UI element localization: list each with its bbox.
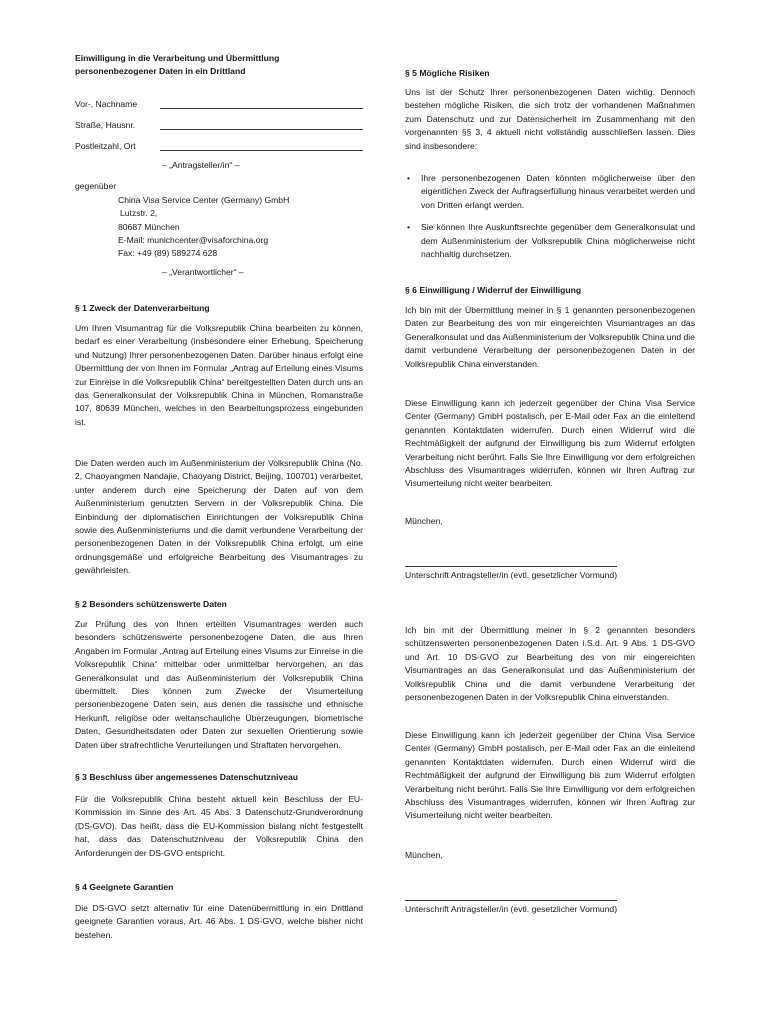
signature-line-2[interactable] [405,900,617,901]
city-field[interactable] [75,141,363,153]
consent-paragraph-1: Ich bin mit der Übermittlung meiner in § 1 genannten personenbezogenen Daten zur Bearbeitung des von mir eingereichten Visumantrages an das Generalkonsulat und das Außenministerium der Volksrepublik China und die damit verbundene Verarbeitung der personenbezogenen Daten in der Volksrepublik China einverstanden. [405,305,695,369]
section-5-paragraph: Uns ist der Schutz Ihrer personenbezogenen Daten wichtig. Dennoch bestehen mögliche Risiken, die sich trotz der vorhandenen Maßnahmen zum Datenschutz und zur Datensicherheit im Zusammenhang mit den vorgenannten §§ 3, 4 aktuell nicht vollständig ausschließen lassen. Dies sind insbesondere: [405,87,695,151]
signature-line-1[interactable] [405,566,617,567]
section-3-paragraph: Für die Volksrepublik China besteht aktuell kein Beschluss der EU-Kommission im Sinne des Art. 45 Abs. 3 Datenschutz-Grundverordnung (DS-GVO). Das heißt, dass die EU-Kommission bislang nicht festgestellt hat, dass das Datenschutzniveau der Volksrepublik China den Anforderungen der DS-GVO entspricht. [75,794,363,858]
section-4-paragraph: Die DS-GVO setzt alternativ für eine Datenübermittlung in ein Drittland geeignete Garantien voraus, Art. 46 Abs. 1 DS-GVO, welche bisher nicht bestehen. [75,903,363,940]
title-line-1: Einwilligung in die Verarbeitung und Übermittlung [75,53,280,63]
counterparty-address [118,194,289,260]
section-3-heading: § 3 Beschluss über angemessenes Datenschutzniveau [75,772,299,782]
city-label: Postleitzahl, Ort [75,141,136,151]
counterparty-street: Lutzstr. 2, [120,208,158,219]
revocation-paragraph-2: Diese Einwilligung kann ich jederzeit gegenüber der China Visa Service Center (Germany) GmbH postalisch, per E-Mail oder Fax an die einleitend genannten Kontaktdaten widerrufen. Durch einen Widerruf wird die Rechtmäßigkeit der aufgrund der Einwilligung bis zum Widerruf erfolgten Verarbeitung nicht berührt. Falls Sie Ihre Einwilligung vor dem erfolgreichen Abschluss des Visumantrages widerrufen, können wir Ihren Auftrag zur Visumerteilung nicht weiter bearbeiten. [405,730,695,821]
document-title [75,52,365,78]
risk-list-item: • Ihre personenbezogenen Daten könnten möglicherweise über den eigentlichen Zweck der Auftragserfüllung hinaus verarbeitet werden und von Dritten erlangt werden. [405,172,695,212]
signature-caption-2: Unterschrift Antragsteller/in (evtl. gesetzlicher Vormund) [405,904,618,914]
name-input-line[interactable] [160,108,363,109]
section-1-heading: § 1 Zweck der Datenverarbeitung [75,303,210,313]
section-1-paragraph-2: Die Daten werden auch im Außenministerium der Volksrepublik China (No. 2, Chaoyangmen Nandajie, Chaoyang District, Beijing, 100701) verarbeitet, unter anderem durch eine Speicherung der Daten auf von dem Außenministerium genutzten Servern in der Volksrepublik China. Die Einbindung der diplomatischen Einrichtungen der Volksrepublik China sowie des Außenministeriums und die damit verbundene Verarbeitung der personenbezogenen Daten in der Volksrepublik China erfolgt, um eine ordnungsgemäße und erfolgreiche Bearbeitung des Visumantrages zu gewährleisten. [75,458,363,576]
section-2-heading: § 2 Besonders schützenswerte Daten [75,599,227,609]
counterparty-fax: Fax: +49 (89) 589274 628 [118,248,218,259]
counterparty-intro: gegenüber [75,181,117,191]
signature-caption-1: Unterschrift Antragsteller/in (evtl. gesetzlicher Vormund) [405,570,618,580]
section-2-paragraph: Zur Prüfung des von Ihnen erteilten Visumantrages werden auch besonders schützenswerte personenbezogene Daten, die aus Ihren Angaben im Formular „Antrag auf Erteilung eines Visums zur Einreise in die Volksrepublik China“ mittelbar oder unmittelbar hervorgehen, an das Generalkonsulat und das Außenministerium der Volksrepublik China übermittelt. Dies können zum Zwecke der Visumerteilung personenbezogene Daten sein, aus denen die rassische und ethnische Herkunft, religiöse oder weltanschauliche Überzeugungen, biometrische Daten, Gesundheitsdaten oder Daten zur sexuellen Orientierung sowie Daten über strafrechtliche Verurteilungen und Straftaten hervorgehen. [75,619,363,750]
title-line-2: personenbezogener Daten in ein Drittland [75,66,246,76]
section-1-paragraph-1: Um Ihren Visumantrag für die Volksrepublik China bearbeiten zu können, bedarf es einer Verarbeitung (insbesondere einer Erhebung, Speicherung und Nutzung) Ihrer personenbezogenen Daten. Darüber hinaus erfolgt eine Übermittlung der von Ihnen im Formular „Antrag auf Erteilung eines Visums zur Einreise in die Volksrepublik China“ bereitgestellten Daten durch uns an das Generalkonsulat der Volksrepublik China in München, Romanstraße 107, 80639 München, welches in den Bearbeitungsprozess eingebunden ist. [75,323,363,427]
street-input-line[interactable] [160,129,363,130]
section-4-heading: § 4 Geeignete Garantien [75,882,174,892]
counterparty-role: – „Verantwortlicher“ – [162,267,244,277]
risk-list [405,172,695,270]
counterparty-city: 80687 München [118,221,180,232]
place-2: München, [405,850,443,860]
counterparty-email: E-Mail: munichcenter@visaforchina.org [118,234,269,245]
place-1: München, [405,516,443,526]
section-5-heading: § 5 Mögliche Risiken [405,68,490,78]
street-label: Straße, Hausnr. [75,120,136,130]
street-field[interactable] [75,120,363,132]
name-label: Vor-, Nachname [75,99,138,109]
section-6-heading: § 6 Einwilligung / Widerruf der Einwilligung [405,285,582,295]
city-input-line[interactable] [160,150,363,151]
counterparty-name: China Visa Service Center (Germany) GmbH [118,195,290,205]
applicant-role: – „Antragsteller/in“ – [162,160,240,170]
name-field[interactable] [75,99,363,111]
risk-list-item: • Sie können Ihre Auskunftsrechte gegenüber dem Generalkonsulat und dem Außenministerium der Volksrepublik China möglicherweise nicht nachhaltig durchsetzen. [405,221,695,261]
revocation-paragraph-1: Diese Einwilligung kann ich jederzeit gegenüber der China Visa Service Center (Germany) GmbH postalisch, per E-Mail oder Fax an die einleitend genannten Kontaktdaten widerrufen. Durch einen Widerruf wird die Rechtmäßigkeit der aufgrund der Einwilligung bis zum Widerruf erfolgten Verarbeitung nicht berührt. Falls Sie Ihre Einwilligung vor dem erfolgreichen Abschluss des Visumantrages widerrufen, können wir Ihren Auftrag zur Visumerteilung nicht weiter bearbeiten. [405,398,695,489]
consent-paragraph-2: Ich bin mit der Übermittlung meiner in § 2 genannten besonders schützenswerten personenbezogenen Daten i.S.d. Art. 9 Abs. 1 DS-GVO und Art. 10 DS-GVO zur Bearbeitung des von mir eingereichten Visumantrages an das Generalkonsulat und das Außenministerium der Volksrepublik China und die damit verbundene Verarbeitung der personenbezogenen Daten in der Volksrepublik China einverstanden. [405,625,695,703]
